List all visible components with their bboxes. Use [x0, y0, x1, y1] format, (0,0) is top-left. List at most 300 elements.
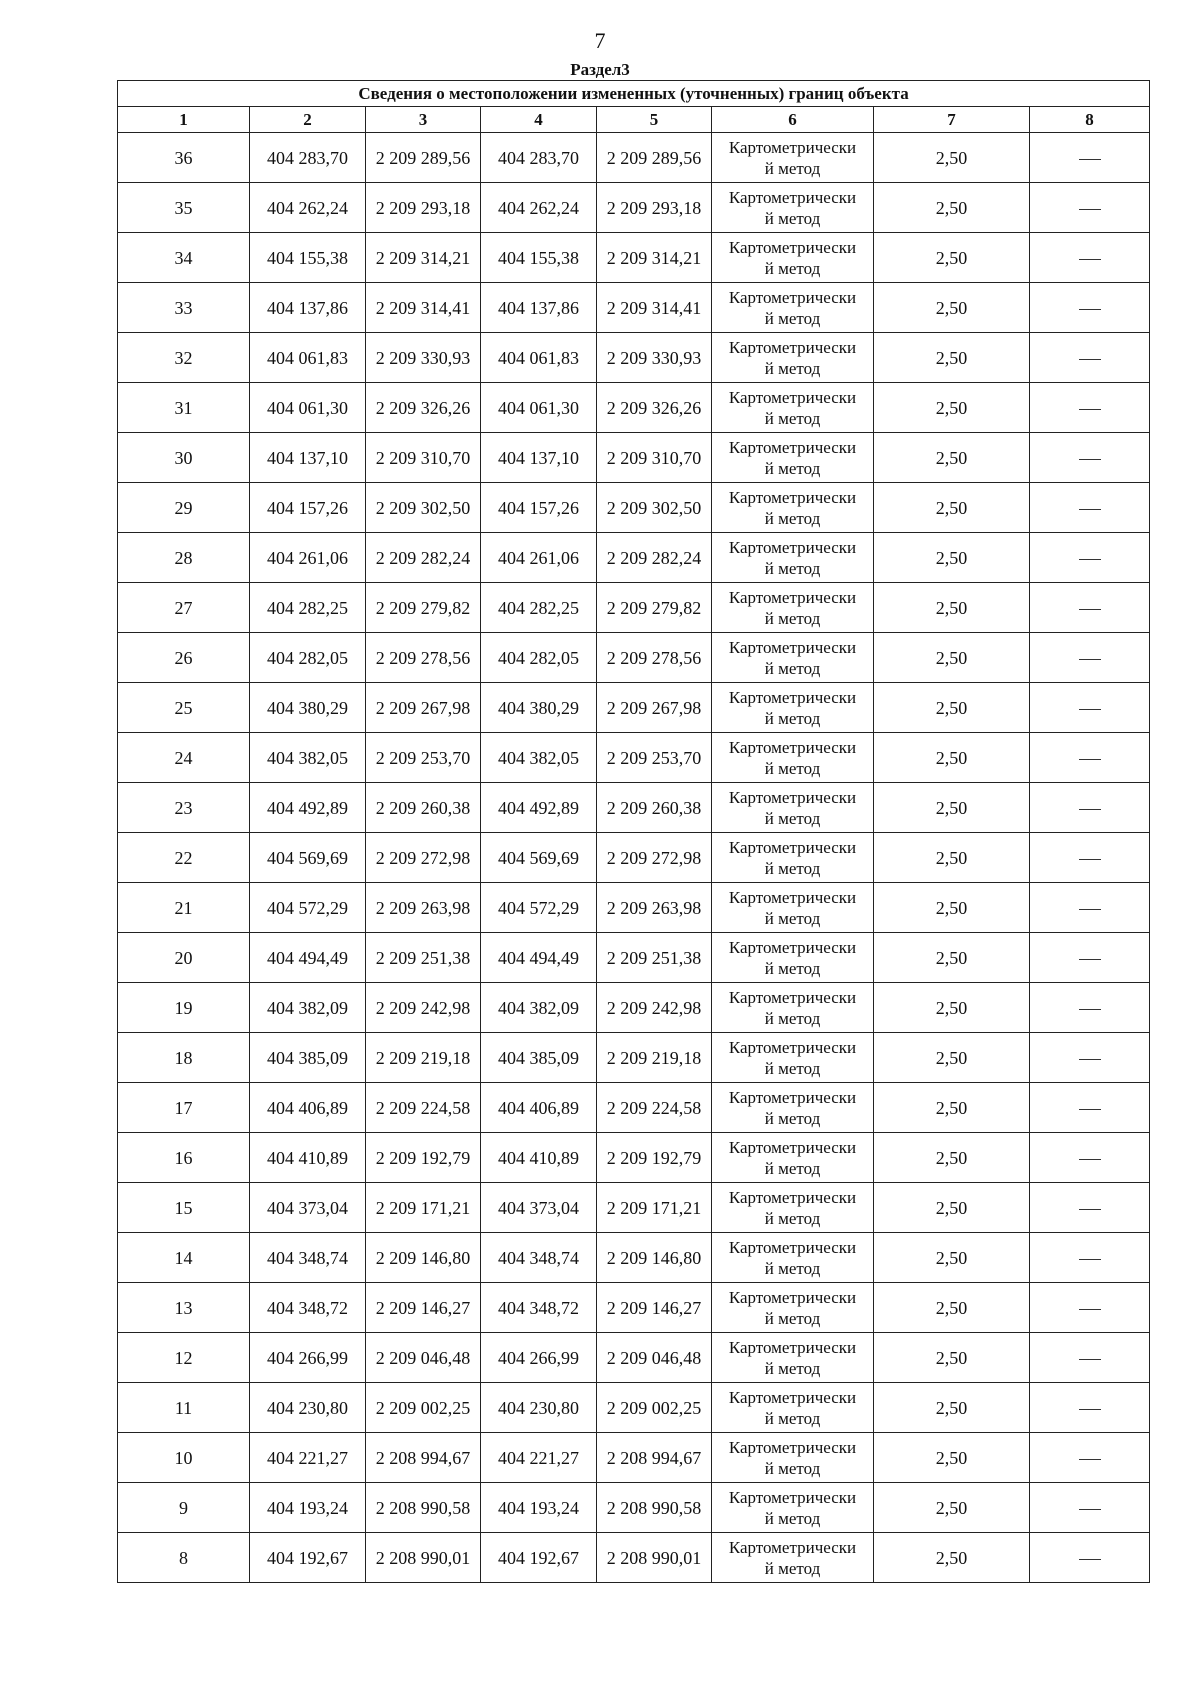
precision-cell: 2,50 [874, 1483, 1030, 1533]
y-existing-cell: 2 208 994,67 [366, 1433, 481, 1483]
y-existing-cell: 2 209 282,24 [366, 533, 481, 583]
dash-mark [1079, 609, 1101, 610]
precision-cell: 2,50 [874, 733, 1030, 783]
method-text-line: й метод [764, 1408, 821, 1428]
y-refined-cell: 2 209 251,38 [597, 933, 712, 983]
y-existing-cell: 2 209 046,48 [366, 1333, 481, 1383]
y-refined-cell: 2 209 219,18 [597, 1033, 712, 1083]
x-refined-cell: 404 382,09 [481, 983, 597, 1033]
method-text-line: Картометрически [728, 987, 857, 1007]
method-cell [712, 1183, 874, 1233]
method-cell [712, 1283, 874, 1333]
y-refined-cell: 2 209 192,79 [597, 1133, 712, 1183]
table-row [118, 1133, 1150, 1183]
column-number: 1 [118, 107, 250, 133]
empty-value-cell [1030, 583, 1150, 633]
dash-mark [1079, 509, 1101, 510]
x-existing-cell: 404 572,29 [250, 883, 366, 933]
y-refined-cell: 2 209 330,93 [597, 333, 712, 383]
x-refined-cell: 404 282,25 [481, 583, 597, 633]
empty-value-cell [1030, 683, 1150, 733]
x-refined-cell: 404 155,38 [481, 233, 597, 283]
precision-cell: 2,50 [874, 1083, 1030, 1133]
precision-cell: 2,50 [874, 1333, 1030, 1383]
method-text-line: Картометрически [728, 387, 857, 407]
empty-value-cell [1030, 383, 1150, 433]
x-refined-cell: 404 348,72 [481, 1283, 597, 1333]
empty-value-cell [1030, 1483, 1150, 1533]
empty-value-cell [1030, 1133, 1150, 1183]
x-refined-cell: 404 061,30 [481, 383, 597, 433]
method-cell [712, 883, 874, 933]
y-refined-cell: 2 209 242,98 [597, 983, 712, 1033]
x-refined-cell: 404 283,70 [481, 133, 597, 183]
column-number: 3 [366, 107, 481, 133]
dash-mark [1079, 1009, 1101, 1010]
y-refined-cell: 2 209 272,98 [597, 833, 712, 883]
x-refined-cell: 404 282,05 [481, 633, 597, 683]
dash-mark [1079, 1259, 1101, 1260]
table-body [118, 133, 1150, 1583]
precision-cell: 2,50 [874, 1033, 1030, 1083]
point-number-cell: 9 [118, 1483, 250, 1533]
y-existing-cell: 2 209 219,18 [366, 1033, 481, 1083]
x-existing-cell: 404 230,80 [250, 1383, 366, 1433]
table-row [118, 1233, 1150, 1283]
point-number-cell: 30 [118, 433, 250, 483]
method-text-line: й метод [764, 158, 821, 178]
dash-mark [1079, 659, 1101, 660]
x-refined-cell: 404 266,99 [481, 1333, 597, 1383]
y-existing-cell: 2 209 260,38 [366, 783, 481, 833]
x-refined-cell: 404 380,29 [481, 683, 597, 733]
table-row [118, 1533, 1150, 1583]
empty-value-cell [1030, 283, 1150, 333]
method-text-line: й метод [764, 1358, 821, 1378]
point-number-cell: 32 [118, 333, 250, 383]
method-text-line: Картометрически [728, 687, 857, 707]
x-existing-cell: 404 282,05 [250, 633, 366, 683]
table-row [118, 1283, 1150, 1333]
x-existing-cell: 404 492,89 [250, 783, 366, 833]
x-refined-cell: 404 382,05 [481, 733, 597, 783]
y-existing-cell: 2 209 146,27 [366, 1283, 481, 1333]
empty-value-cell [1030, 833, 1150, 883]
point-number-cell: 27 [118, 583, 250, 633]
method-cell [712, 183, 874, 233]
y-refined-cell: 2 209 310,70 [597, 433, 712, 483]
y-refined-cell: 2 209 263,98 [597, 883, 712, 933]
method-text-line: Картометрически [728, 637, 857, 657]
dash-mark [1079, 1109, 1101, 1110]
table-row [118, 983, 1150, 1033]
dash-mark [1079, 1459, 1101, 1460]
method-text-line: Картометрически [728, 1187, 857, 1207]
dash-mark [1079, 559, 1101, 560]
dash-mark [1079, 409, 1101, 410]
table-row [118, 433, 1150, 483]
y-existing-cell: 2 208 990,01 [366, 1533, 481, 1583]
method-cell [712, 333, 874, 383]
method-cell [712, 1333, 874, 1383]
point-number-cell: 36 [118, 133, 250, 183]
y-existing-cell: 2 209 253,70 [366, 733, 481, 783]
precision-cell: 2,50 [874, 1533, 1030, 1583]
dash-mark [1079, 1209, 1101, 1210]
method-text-line: й метод [764, 1508, 821, 1528]
dash-mark [1079, 309, 1101, 310]
precision-cell: 2,50 [874, 1433, 1030, 1483]
method-cell [712, 433, 874, 483]
method-text-line: Картометрически [728, 1137, 857, 1157]
point-number-cell: 34 [118, 233, 250, 283]
precision-cell: 2,50 [874, 983, 1030, 1033]
table-row [118, 1433, 1150, 1483]
method-text-line: й метод [764, 258, 821, 278]
precision-cell: 2,50 [874, 183, 1030, 233]
x-refined-cell: 404 494,49 [481, 933, 597, 983]
x-existing-cell: 404 061,30 [250, 383, 366, 433]
x-refined-cell: 404 221,27 [481, 1433, 597, 1483]
point-number-cell: 25 [118, 683, 250, 733]
y-refined-cell: 2 209 253,70 [597, 733, 712, 783]
table-row [118, 833, 1150, 883]
column-number: 7 [874, 107, 1030, 133]
dash-mark [1079, 859, 1101, 860]
precision-cell: 2,50 [874, 233, 1030, 283]
method-cell [712, 1233, 874, 1283]
method-cell [712, 1433, 874, 1483]
x-refined-cell: 404 262,24 [481, 183, 597, 233]
point-number-cell: 24 [118, 733, 250, 783]
empty-value-cell [1030, 933, 1150, 983]
table-row [118, 1483, 1150, 1533]
dash-mark [1079, 1409, 1101, 1410]
dash-mark [1079, 359, 1101, 360]
method-text-line: й метод [764, 508, 821, 528]
empty-value-cell [1030, 1283, 1150, 1333]
y-existing-cell: 2 209 278,56 [366, 633, 481, 683]
empty-value-cell [1030, 783, 1150, 833]
y-existing-cell: 2 209 146,80 [366, 1233, 481, 1283]
method-text-line: й метод [764, 1558, 821, 1578]
y-existing-cell: 2 209 242,98 [366, 983, 481, 1033]
method-cell [712, 383, 874, 433]
method-text-line: й метод [764, 758, 821, 778]
point-number-cell: 20 [118, 933, 250, 983]
empty-value-cell [1030, 1433, 1150, 1483]
dash-mark [1079, 1159, 1101, 1160]
column-number: 8 [1030, 107, 1150, 133]
empty-value-cell [1030, 1083, 1150, 1133]
method-cell [712, 733, 874, 783]
empty-value-cell [1030, 633, 1150, 683]
method-text-line: Картометрически [728, 1287, 857, 1307]
y-existing-cell: 2 209 293,18 [366, 183, 481, 233]
method-text-line: Картометрически [728, 887, 857, 907]
x-refined-cell: 404 410,89 [481, 1133, 597, 1183]
x-existing-cell: 404 261,06 [250, 533, 366, 583]
y-existing-cell: 2 209 192,79 [366, 1133, 481, 1183]
y-existing-cell: 2 209 224,58 [366, 1083, 481, 1133]
x-refined-cell: 404 569,69 [481, 833, 597, 883]
empty-value-cell [1030, 1383, 1150, 1433]
table-row [118, 583, 1150, 633]
x-refined-cell: 404 348,74 [481, 1233, 597, 1283]
precision-cell: 2,50 [874, 483, 1030, 533]
x-existing-cell: 404 569,69 [250, 833, 366, 883]
y-existing-cell: 2 209 279,82 [366, 583, 481, 633]
y-refined-cell: 2 209 282,24 [597, 533, 712, 583]
empty-value-cell [1030, 333, 1150, 383]
point-number-cell: 15 [118, 1183, 250, 1233]
x-existing-cell: 404 155,38 [250, 233, 366, 283]
empty-value-cell [1030, 233, 1150, 283]
dash-mark [1079, 709, 1101, 710]
table-row [118, 933, 1150, 983]
point-number-cell: 10 [118, 1433, 250, 1483]
column-number: 5 [597, 107, 712, 133]
table-row [118, 333, 1150, 383]
y-refined-cell: 2 209 314,21 [597, 233, 712, 283]
empty-value-cell [1030, 883, 1150, 933]
method-cell [712, 833, 874, 883]
method-text-line: Картометрически [728, 1437, 857, 1457]
empty-value-cell [1030, 133, 1150, 183]
table-row [118, 1183, 1150, 1233]
x-refined-cell: 404 137,10 [481, 433, 597, 483]
method-text-line: й метод [764, 1458, 821, 1478]
method-cell [712, 933, 874, 983]
dash-mark [1079, 909, 1101, 910]
x-refined-cell: 404 572,29 [481, 883, 597, 933]
y-existing-cell: 2 209 251,38 [366, 933, 481, 983]
method-cell [712, 283, 874, 333]
precision-cell: 2,50 [874, 1283, 1030, 1333]
y-refined-cell: 2 209 171,21 [597, 1183, 712, 1233]
method-text-line: й метод [764, 208, 821, 228]
method-text-line: Картометрически [728, 487, 857, 507]
empty-value-cell [1030, 533, 1150, 583]
method-text-line: й метод [764, 1108, 821, 1128]
precision-cell: 2,50 [874, 1233, 1030, 1283]
y-refined-cell: 2 209 326,26 [597, 383, 712, 433]
y-existing-cell: 2 209 330,93 [366, 333, 481, 383]
y-refined-cell: 2 209 293,18 [597, 183, 712, 233]
y-existing-cell: 2 208 990,58 [366, 1483, 481, 1533]
dash-mark [1079, 1509, 1101, 1510]
x-existing-cell: 404 494,49 [250, 933, 366, 983]
method-cell [712, 583, 874, 633]
method-text-line: Картометрически [728, 1487, 857, 1507]
method-text-line: Картометрически [728, 537, 857, 557]
method-text-line: й метод [764, 708, 821, 728]
table-row [118, 633, 1150, 683]
empty-value-cell [1030, 1033, 1150, 1083]
method-text-line: й метод [764, 658, 821, 678]
method-text-line: й метод [764, 1158, 821, 1178]
table-row [118, 683, 1150, 733]
method-text-line: Картометрически [728, 1037, 857, 1057]
point-number-cell: 19 [118, 983, 250, 1033]
y-refined-cell: 2 208 990,58 [597, 1483, 712, 1533]
y-refined-cell: 2 209 146,27 [597, 1283, 712, 1333]
point-number-cell: 28 [118, 533, 250, 583]
precision-cell: 2,50 [874, 933, 1030, 983]
method-text-line: й метод [764, 558, 821, 578]
point-number-cell: 31 [118, 383, 250, 433]
table-row [118, 1333, 1150, 1383]
y-existing-cell: 2 209 171,21 [366, 1183, 481, 1233]
x-refined-cell: 404 492,89 [481, 783, 597, 833]
method-text-line: Картометрически [728, 187, 857, 207]
y-existing-cell: 2 209 272,98 [366, 833, 481, 883]
x-existing-cell: 404 262,24 [250, 183, 366, 233]
table-row [118, 133, 1150, 183]
method-text-line: Картометрически [728, 287, 857, 307]
y-refined-cell: 2 209 146,80 [597, 1233, 712, 1283]
precision-cell: 2,50 [874, 533, 1030, 583]
method-cell [712, 633, 874, 683]
y-existing-cell: 2 209 289,56 [366, 133, 481, 183]
y-existing-cell: 2 209 314,41 [366, 283, 481, 333]
y-refined-cell: 2 209 267,98 [597, 683, 712, 733]
method-cell [712, 1533, 874, 1583]
table-row [118, 383, 1150, 433]
x-refined-cell: 404 373,04 [481, 1183, 597, 1233]
x-refined-cell: 404 230,80 [481, 1383, 597, 1433]
x-existing-cell: 404 382,05 [250, 733, 366, 783]
y-existing-cell: 2 209 314,21 [366, 233, 481, 283]
dash-mark [1079, 959, 1101, 960]
point-number-cell: 22 [118, 833, 250, 883]
precision-cell: 2,50 [874, 583, 1030, 633]
precision-cell: 2,50 [874, 883, 1030, 933]
y-refined-cell: 2 209 224,58 [597, 1083, 712, 1133]
method-text-line: Картометрически [728, 1537, 857, 1557]
empty-value-cell [1030, 1333, 1150, 1383]
x-existing-cell: 404 137,86 [250, 283, 366, 333]
dash-mark [1079, 159, 1101, 160]
table-caption-row [118, 81, 1150, 107]
precision-cell: 2,50 [874, 283, 1030, 333]
precision-cell: 2,50 [874, 433, 1030, 483]
point-number-cell: 33 [118, 283, 250, 333]
dash-mark [1079, 459, 1101, 460]
method-text-line: й метод [764, 808, 821, 828]
method-text-line: Картометрически [728, 787, 857, 807]
precision-cell: 2,50 [874, 783, 1030, 833]
dash-mark [1079, 209, 1101, 210]
dash-mark [1079, 1059, 1101, 1060]
method-text-line: Картометрически [728, 337, 857, 357]
point-number-cell: 23 [118, 783, 250, 833]
table-caption: Сведения о местоположении измененных (уточненных) границ объекта [118, 81, 1150, 107]
x-existing-cell: 404 406,89 [250, 1083, 366, 1133]
method-text-line: й метод [764, 608, 821, 628]
y-refined-cell: 2 209 002,25 [597, 1383, 712, 1433]
empty-value-cell [1030, 1183, 1150, 1233]
method-cell [712, 1133, 874, 1183]
point-number-cell: 8 [118, 1533, 250, 1583]
y-existing-cell: 2 209 267,98 [366, 683, 481, 733]
precision-cell: 2,50 [874, 333, 1030, 383]
x-existing-cell: 404 382,09 [250, 983, 366, 1033]
y-refined-cell: 2 209 046,48 [597, 1333, 712, 1383]
x-refined-cell: 404 157,26 [481, 483, 597, 533]
empty-value-cell [1030, 733, 1150, 783]
y-refined-cell: 2 209 302,50 [597, 483, 712, 533]
precision-cell: 2,50 [874, 683, 1030, 733]
point-number-cell: 14 [118, 1233, 250, 1283]
x-existing-cell: 404 348,74 [250, 1233, 366, 1283]
y-existing-cell: 2 209 263,98 [366, 883, 481, 933]
column-number: 2 [250, 107, 366, 133]
method-text-line: Картометрически [728, 737, 857, 757]
method-cell [712, 133, 874, 183]
table-row [118, 283, 1150, 333]
x-refined-cell: 404 261,06 [481, 533, 597, 583]
method-text-line: й метод [764, 1258, 821, 1278]
method-text-line: Картометрически [728, 1087, 857, 1107]
column-number: 6 [712, 107, 874, 133]
x-refined-cell: 404 192,67 [481, 1533, 597, 1583]
x-existing-cell: 404 157,26 [250, 483, 366, 533]
dash-mark [1079, 1359, 1101, 1360]
page-number: 7 [594, 28, 606, 53]
point-number-cell: 12 [118, 1333, 250, 1383]
x-refined-cell: 404 385,09 [481, 1033, 597, 1083]
x-existing-cell: 404 266,99 [250, 1333, 366, 1383]
table-row [118, 183, 1150, 233]
method-text-line: й метод [764, 408, 821, 428]
method-cell [712, 683, 874, 733]
empty-value-cell [1030, 1233, 1150, 1283]
method-cell [712, 1083, 874, 1133]
method-cell [712, 1383, 874, 1433]
empty-value-cell [1030, 483, 1150, 533]
y-refined-cell: 2 209 314,41 [597, 283, 712, 333]
table-row [118, 1383, 1150, 1433]
dash-mark [1079, 809, 1101, 810]
method-text-line: Картометрически [728, 437, 857, 457]
boundary-coordinates-table [117, 80, 1150, 1583]
precision-cell: 2,50 [874, 833, 1030, 883]
method-cell [712, 1033, 874, 1083]
method-text-line: Картометрически [728, 137, 857, 157]
method-text-line: й метод [764, 458, 821, 478]
table-row [118, 733, 1150, 783]
x-existing-cell: 404 385,09 [250, 1033, 366, 1083]
method-text-line: й метод [764, 1058, 821, 1078]
x-existing-cell: 404 192,67 [250, 1533, 366, 1583]
method-cell [712, 483, 874, 533]
table-row [118, 1033, 1150, 1083]
method-text-line: й метод [764, 858, 821, 878]
x-existing-cell: 404 410,89 [250, 1133, 366, 1183]
method-text-line: й метод [764, 308, 821, 328]
method-text-line: й метод [764, 1308, 821, 1328]
y-refined-cell: 2 209 279,82 [597, 583, 712, 633]
method-text-line: Картометрически [728, 1387, 857, 1407]
y-existing-cell: 2 209 326,26 [366, 383, 481, 433]
method-cell [712, 983, 874, 1033]
precision-cell: 2,50 [874, 383, 1030, 433]
method-text-line: й метод [764, 908, 821, 928]
x-existing-cell: 404 348,72 [250, 1283, 366, 1333]
method-text-line: й метод [764, 958, 821, 978]
table-row [118, 533, 1150, 583]
